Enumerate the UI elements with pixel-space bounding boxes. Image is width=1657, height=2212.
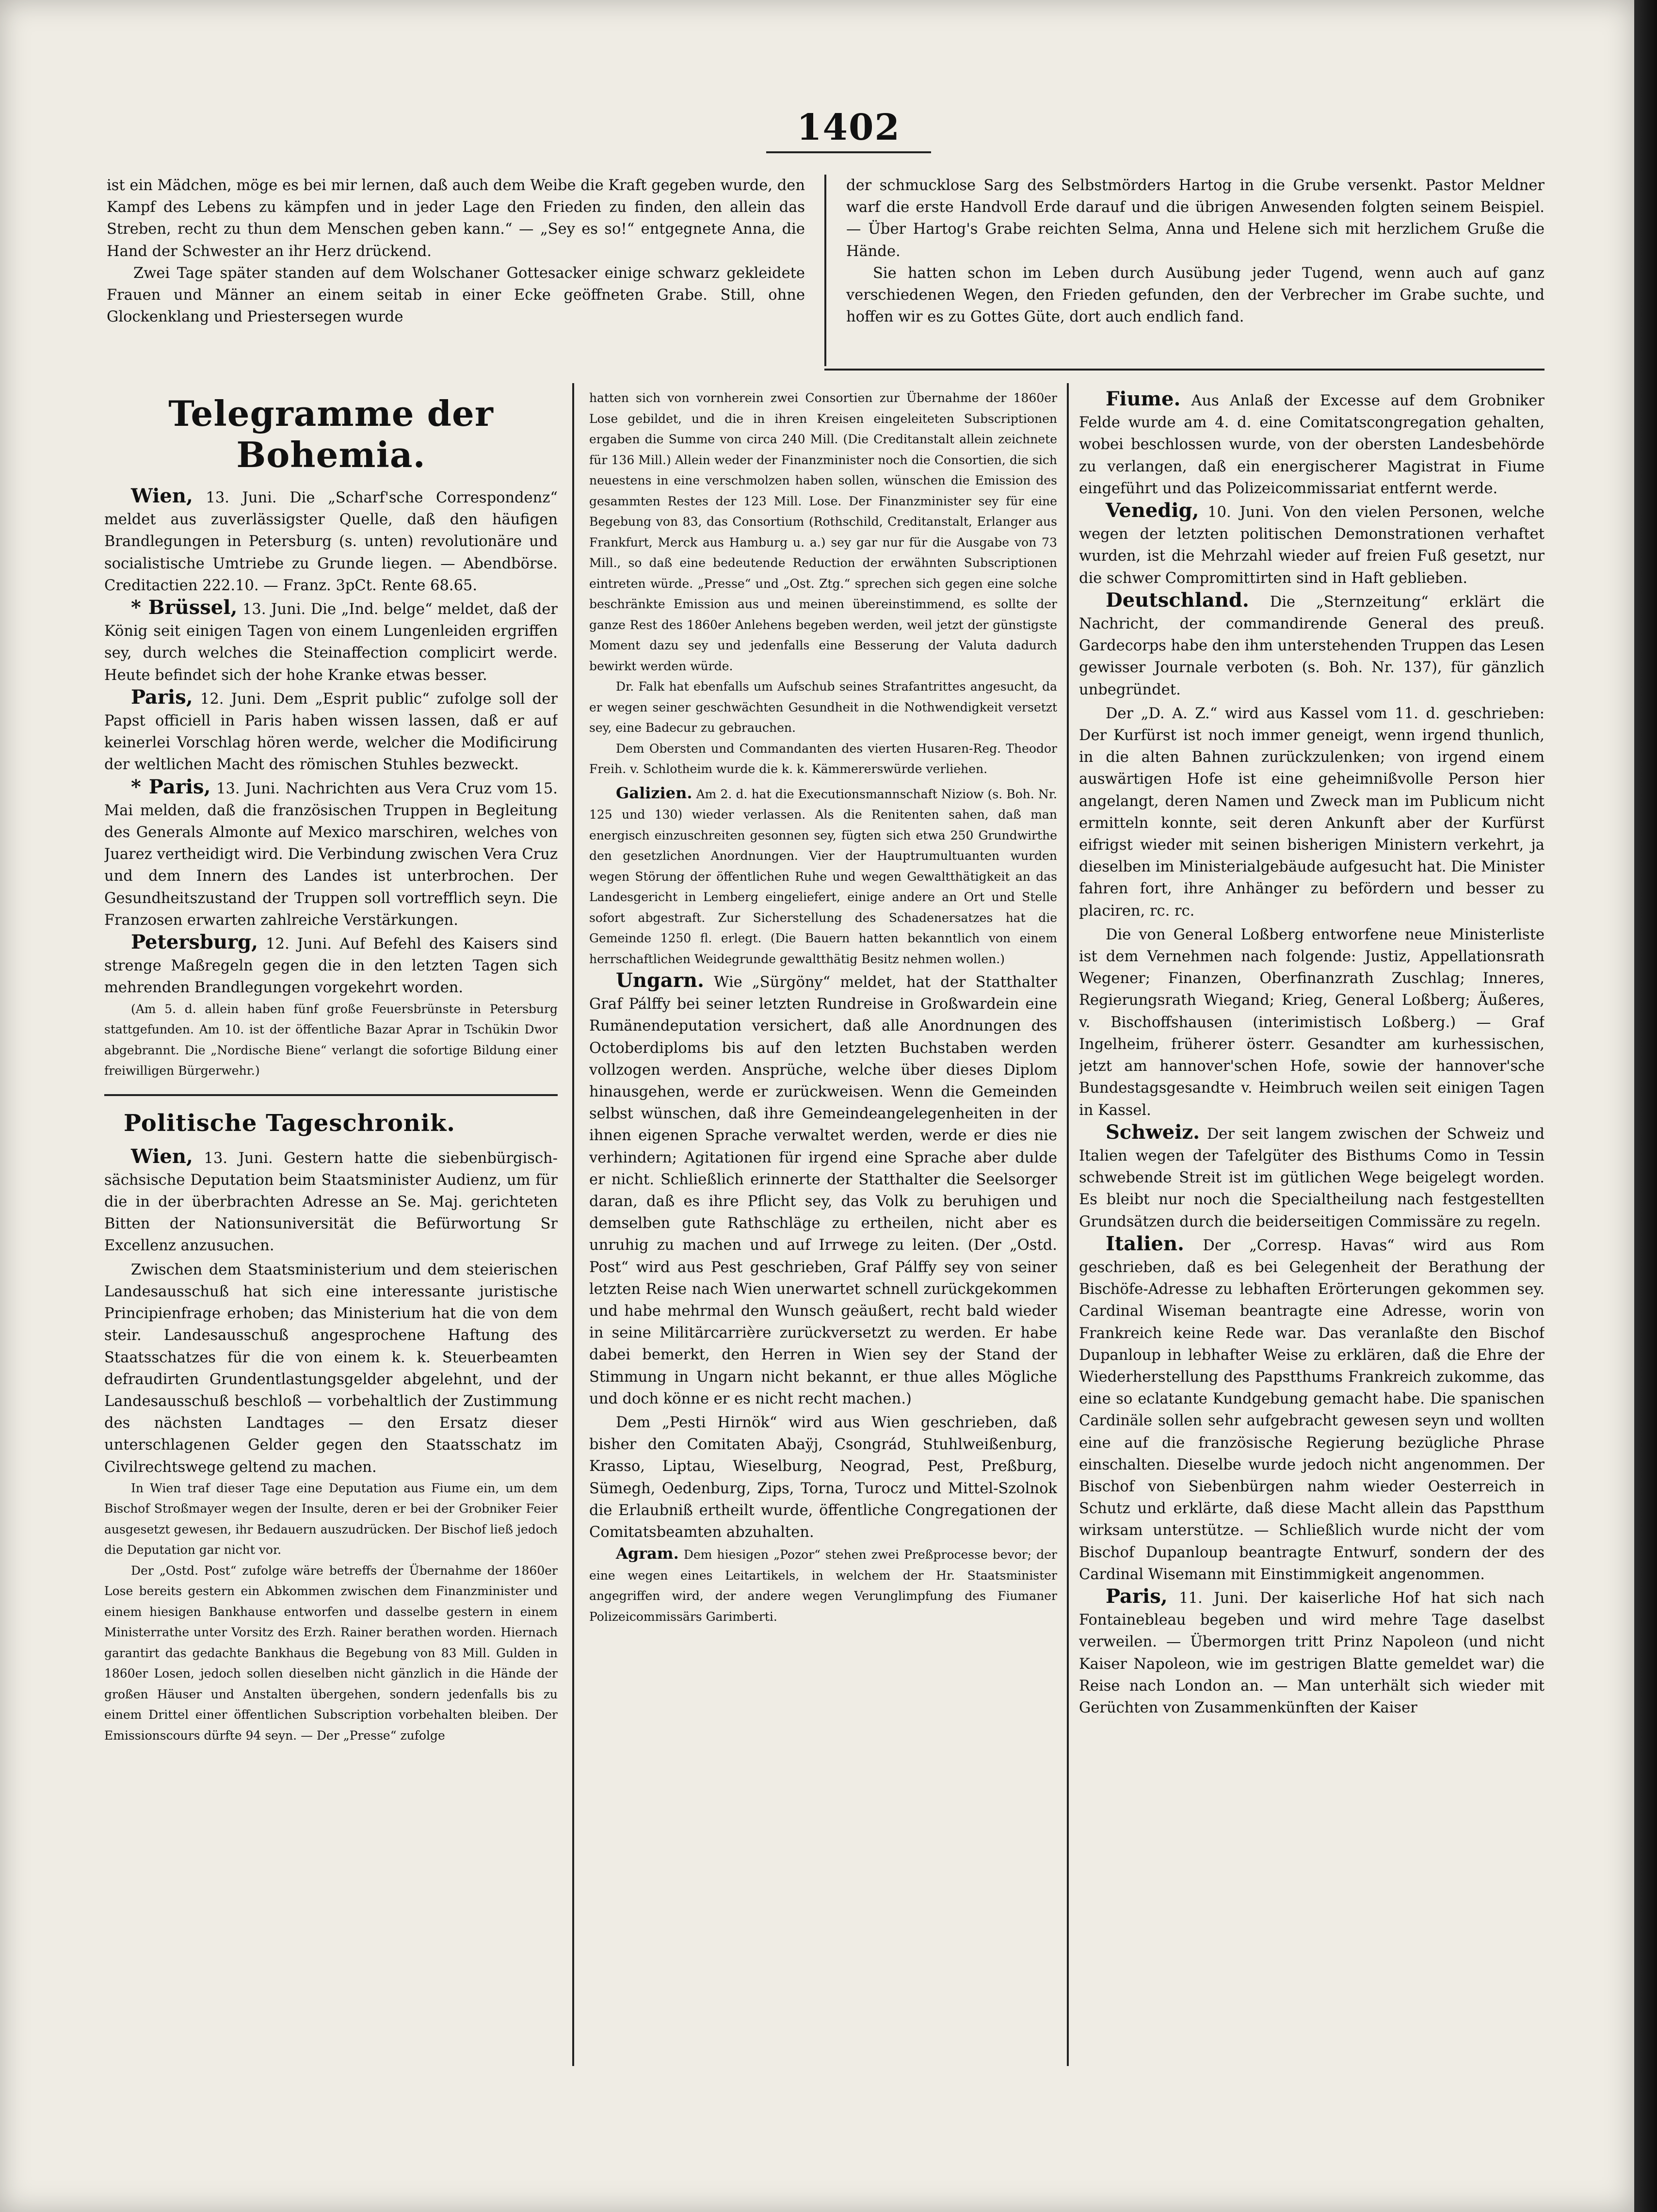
news-paragraph	[1079, 589, 1544, 701]
dateline: Schweiz.	[1106, 1120, 1200, 1144]
chronik-paragraph	[104, 1146, 558, 1257]
agram-section	[589, 1543, 1057, 1627]
telegram-text: 12. Juni. Dem „Esprit public“ zufolge soll der Papst officiell in Paris haben wissen lassen, daß er auf keinerlei Vorschlag hören werde, welcher die Modificirung der weltlichen Macht des römischen Stuhles bezweckt.	[104, 690, 558, 774]
paragraph-text: Zwischen dem Staatsministerium und dem steierischen Landesausschuß hat sich eine interessante juristische Principienfrage erhoben; das Ministerium hat die von dem steir. Landesausschuß angesprochene Haftung des Staatsschatzes für die von einem k. k. Steuerbeamten defraudirten Grundentlastungsgelder abgelehnt, und der Landesausschuß beschloß — vorbehaltlich der Zustimmung des nächsten Landtages — den Ersatz dieser unterschlagenen Gelder gegen den Staatsschatz im Civilrechtswege geltend zu machen.	[104, 1261, 558, 1476]
paragraph	[589, 1410, 1057, 1543]
paragraph-text: 11. Juni. Der kaiserliche Hof hat sich nach Fontainebleau begeben und wird mehre Tage daselbst verweilen. — Übermorgen tritt Prinz Napoleon (und nicht Kaiser Napoleon, wie im gestrigen Blatte gemeldet war) die Reise nach London an. — Man unterhält sich wieder mit Gerüchten von Zusammenkünften der Kaiser	[1079, 1589, 1544, 1716]
telegram-item	[104, 686, 558, 776]
small-paragraph	[589, 1543, 1057, 1627]
paragraph-text: Der „Corresp. Havas“ wird aus Rom geschrieben, daß es bei Gelegenheit der Berathung der Bischöfe-Adresse zu lebhaften Erörterungen gekommen sey. Cardinal Wiseman beantragte eine Adresse, worin von Frankreich keine Rede war. Das veranlaßte den Bischof Dupanloup in lebhafter Weise zu erklären, daß die Ehre der Wiederherstellung des Papstthums Frankreich zukomme, das eine so eclatante Kundgebung gemacht habe. Die spanischen Cardinäle sollen sehr aufgebracht gewesen seyn und wollten eine auf die französische Regierung bezügliche Phrase einschalten. Dieselbe wurde jedoch nicht angenommen. Der Bischof von Siebenbürgen nahm wieder Oesterreich in Schutz und erklärte, daß diese Macht allein das Papstthum wirksam unterstütze. — Schließlich wurde nicht der vom Bischof Dupanloup beantragte Entwurf, sondern der des Cardinal Wisemann mit Einstimmigkeit angenommen.	[1079, 1237, 1544, 1583]
column-divider	[824, 175, 826, 366]
telegramme-section	[104, 485, 558, 999]
paragraph-text: Am 2. d. hat die Executionsmannschaft Niziow (s. Boh. Nr. 125 und 130) wieder verlassen. Als die Renitenten sahen, daß man energisch einzuschreiten gesonnen sey, fügten sich etwa 250 Grundwirthe den gesetzlichen Anordnungen. Vier der Hauptrumultuanten wurden wegen Störung der öffentlichen Ruhe und wegen Gewaltthätigkeit an das Landesgericht in Lemberg eingeliefert, einige andere an Ort und Stelle sofort abgestraft. Zur Sicherstellung des Schadenersatzes hat die Gemeinde 1250 fl. erlegt. (Die Bauern hatten bekanntlich von einem herrschaftlichen Weidegrunde gewaltthätig Besitz nehmen wollen.)	[589, 787, 1057, 966]
story-paragraph: Zwei Tage später standen auf dem Wolschaner Gottesacker einige schwarz gekleidete Frauen und Männer an einem seitab in einer Ecke geöffneten Grabe. Still, ohne Glockenklang und Priestersegen wurde	[107, 264, 805, 326]
telegram-note	[104, 999, 558, 1082]
paragraph-text: Die „Sternzeitung“ erklärt die Nachricht, der commandirende General des preuß. Gardecorps habe den ihm unterstehenden Truppen das Lesen gewisser Journale verboten (s. Boh. Nr. 137), für gänzlich unbegründet.	[1079, 593, 1544, 698]
small-paragraph: In Wien traf dieser Tage eine Deputation aus Fiume ein, um dem Bischof Stroßmayer wegen der Insulte, deren er bei der Grobniker Feier ausgesetzt gewesen, ihr Bedauern auszudrücken. Der Bischof ließ jedoch die Deputation gar nicht vor.	[104, 1481, 558, 1557]
telegram-text: 13. Juni. Nachrichten aus Vera Cruz vom 15. Mai melden, daß die französischen Truppen in Begleitung des Generals Almonte auf Mexico marschiren, welches von Juarez vertheidigt wird. Die Verbindung zwischen Vera Cruz und dem Innern des Landes ist unterbrochen. Der Gesundheitszustand der Truppen soll vortrefflich seyn. Die Franzosen erwarten zahlreiche Verstärkungen.	[104, 780, 558, 929]
dateline: Galizien.	[616, 783, 692, 802]
scan-edge	[1634, 0, 1657, 2212]
small-paragraph	[589, 783, 1057, 970]
telegram-item	[104, 597, 558, 686]
dateline: Wien,	[131, 1145, 193, 1168]
story-paragraph: ist ein Mädchen, möge es bei mir lernen, daß auch dem Weibe die Kraft gegeben wurde, den Kampf des Lebens zu kämpfen und in jeder Lage den Frieden zu finden, den allein das Streben, recht zu thun dem Menschen geben kann.“ — „Sey es so!“ entgegnete Anna, die Hand der Schwester an ihr Herz drückend.	[107, 177, 805, 260]
paragraph-text: 10. Juni. Von den vielen Personen, welche wegen der letzten politischen Demonstrationen verhaftet wurden, ist die Mehrzahl wieder auf freien Fuß gesetzt, nur die schwer Compromittirten sind in Haft geblieben.	[1079, 504, 1544, 587]
column-divider	[1067, 383, 1069, 2066]
dateline: Fiume.	[1106, 388, 1181, 410]
telegramme-heading: Telegramme der Bohemia.	[168, 393, 494, 475]
story-paragraph: Sie hatten schon im Leben durch Ausübung jeder Tugend, wenn auch auf ganz verschiedenen Wegen, den Frieden gefunden, den der Verbrecher im Grabe suchte, und hoffen wir es zu Gottes Güte, dort auch endlich fand.	[846, 264, 1544, 326]
page-number-underline	[766, 151, 931, 153]
section-rule	[104, 1094, 558, 1096]
galizien-section	[589, 783, 1057, 970]
news-paragraph	[1079, 500, 1544, 589]
paragraph-text: Der „D. A. Z.“ wird aus Kassel vom 11. d. geschrieben: Der Kurfürst ist noch immer geneigt, wenn irgend thunlich, in die alten Bahnen zurückzulenken; von irgend einem auswärtigen Hofe ist eine geheimnißvolle Person hier angelangt, deren Namen und Zweck man im Publicum nicht ermitteln konnte, seit deren Ankunft aber der Kurfürst eifrigst wieder mit seinen bisherigen Ministern verkehrt, ja dieselben im Ministerialgebäude aufgesucht hat. Die Minister fahren fort, ihre Anhänger zu befördern und besser zu placiren, rc. rc.	[1079, 705, 1544, 920]
chronik-small-notes	[104, 1478, 558, 1746]
paragraph-text: Dem „Pesti Hirnök“ wird aus Wien geschrieben, daß bisher den Comitaten Abaÿj, Csongrád, Stuhlweißenburg, Krasso, Liptau, Wieselburg, Neograd, Pest, Preßburg, Sümegh, Oedenburg, Zips, Torna, Turocz und Mittel-Szolnok die Erlaubniß ertheilt wurde, öffentliche Congregationen der Comitatsbeamten abzuhalten.	[589, 1414, 1057, 1541]
column-divider	[572, 383, 574, 2066]
dateline: Wien,	[131, 484, 193, 507]
ungarn-section	[589, 969, 1057, 1543]
news-paragraph	[1079, 388, 1544, 500]
telegram-item	[104, 776, 558, 931]
column-2	[589, 388, 1057, 2066]
news-paragraph	[1079, 1585, 1544, 1719]
chronik-heading: Politische Tageschronik.	[124, 1109, 455, 1137]
small-paragraph: hatten sich von vornherein zwei Consortien zur Übernahme der 1860er Lose gebildet, und die in ihren Kreisen eingeleiteten Subscriptionen ergaben die Summe von circa 240 Mill. (Die Creditanstalt allein zeichnete für 136 Mill.) Allein weder der Finanzminister noch die Consortien, die sich neuestens in eine verschmolzen haben sollen, wünschen die Emission des gesammten Restes der 123 Mill. Lose. Der Finanzminister sey für eine Begebung von 83, das Consortium (Rothschild, Creditanstalt, Erlanger aus Frankfurt, Merck aus Hamburg u. a.) sey gar nur für die Ausgabe von 73 Mill., so daß eine bedeutende Reduction der erwähnten Subscriptionen eintreten würde. „Presse“ und „Ost. Ztg.“ sprechen sich gegen eine solche beschränkte Emission aus und meinen übereinstimmend, es sollte der ganze Rest des 1860er Anlehens begeben werden, weil jetzt der günstigste Moment dazu sey und jedenfalls eine Besserung der Valuta dadurch bewirkt werden würde.	[589, 391, 1057, 673]
news-paragraph	[1079, 701, 1544, 922]
news-paragraph	[1079, 922, 1544, 1121]
story-continuation-left	[107, 175, 805, 359]
telegram-text: 12. Juni. Auf Befehl des Kaisers sind strenge Maßregeln gegen die in den letzten Tagen sich mehrenden Brandlegungen vorgekehrt worden.	[104, 936, 558, 997]
dateline: Paris,	[1106, 1584, 1168, 1608]
news-paragraph	[1079, 1233, 1544, 1585]
dateline: Italien.	[1106, 1232, 1184, 1255]
paragraph-text: 13. Juni. Gestern hatte die siebenbürgisch-sächsische Deputation beim Staatsminister Audienz, um für die in der überbrachten Adresse an Se. Maj. gerichteten Bitten der Nationsuniversität die Befürwortung Sr Excellenz anzusuchen.	[104, 1149, 558, 1255]
paragraph-text: Dem hiesigen „Pozor“ stehen zwei Preßprocesse bevor; der eine wegen eines Leitartikels, in welchem der Hr. Staatsminister angegriffen wird, der andere wegen Verunglimpfung des Fiumaner Polizeicommissärs Garimberti.	[589, 1548, 1057, 1624]
news-paragraph	[1079, 1121, 1544, 1233]
paragraph-text: Wie „Sürgöny“ meldet, hat der Statthalter Graf Pálffy bei seiner letzten Rundreise in Großwardein eine Rumänendeputation versichert, daß alle Anordnungen des Octoberdiploms bis auf den letzten Buchstaben werden vollzogen werden. Ansprüche, welche über dieses Diplom hinausgehen, werde er zurückweisen. Wenn die Gemeinden selbst wünschen, daß ihre Gemeindeangelegenheiten in der ihnen eigenen Sprache verwaltet werden, werde er dies nie verhindern; Agitationen für irgend eine Sprache aber dulde er nicht. Schließlich erinnerte der Statthalter die Seelsorger daran, daß es ihre Pflicht sey, das Volk zu beruhigen und demselben gute Rathschläge zu ertheilen, nicht aber es unruhig zu machen und auf Irrwege zu leiten. (Der „Ostd. Post“ wird aus Pest geschrieben, Graf Pálffy sey von seiner letzten Reise nach Wien unerwartet schnell zurückgekommen und habe mehrmal den Wunsch geäußert, recht bald wieder in seine Militärcarrière zurückversetzt zu werden. Er habe dabei bemerkt, den Herren in Wien sey der Stand der Stimmung in Ungarn nicht bekannt, er thue alles Mögliche und doch könne er es nicht recht machen.)	[589, 974, 1057, 1407]
telegram-text: 13. Juni. Die „Scharf'sche Correspondenz“ meldet aus zuverlässigster Quelle, daß den häufigen Brandlegungen in Petersburg (s. unten) revolutionäre und socialistische Umtriebe zu Grunde liegen. — Abendbörse. Creditactien 222.10. — Franz. 3pCt. Rente 68.65.	[104, 489, 558, 594]
paragraph-text: Der seit langem zwischen der Schweiz und Italien wegen der Tafelgüter des Bisthums Como in Tessin schwebende Streit ist im gütlichen Wege beigelegt worden. Es bleibt nur noch die Specialtheilung nach festgestellten Grundsätzen durch die beiderseitigen Commissäre zu regeln.	[1079, 1125, 1544, 1230]
dateline: Venedig,	[1106, 499, 1199, 522]
page-number: 1402	[797, 107, 901, 148]
telegram-item	[104, 485, 558, 597]
dateline: Paris,	[131, 685, 193, 709]
paragraph-text: Die von General Loßberg entworfene neue Ministerliste ist dem Vernehmen nach folgende: Justiz, Appellationsrath Wegener; Finanzen, Oberfinanzrath Zuschlag; Inneres, Regierungsrath Wiegand; Krieg, General Loßberg; Äußeres, v. Bischoffshausen (interimistisch Loßberg.) — Graf Ingelheim, früherer österr. Gesandter am kurhessischen, jetzt am hannover'schen Hofe, sowie der hannover'sche Bundestagsgesandte v. Heimbruch weilen seit einigen Tagen in Kassel.	[1079, 926, 1544, 1119]
small-paragraph: Dr. Falk hat ebenfalls um Aufschub seines Strafantrittes angesucht, da er wegen seiner geschwächten Gesundheit in die Nothwendigkeit versetzt sey, eine Badecur zu gebrauchen.	[589, 679, 1057, 735]
dateline: Petersburg,	[131, 931, 258, 954]
column-3	[1079, 388, 1544, 2066]
note-text: (Am 5. d. allein haben fünf große Feuersbrünste in Petersburg stattgefunden. Am 10. ist der öffentliche Bazar Aprar in Tschükin Dwor abgebrannt. Die „Nordische Biene“ verlangt die sofortige Bildung einer freiwilligen Bürgerwehr.)	[104, 1001, 558, 1078]
col2-notes	[589, 388, 1057, 780]
dateline: * Paris,	[131, 775, 211, 798]
dateline: Deutschland.	[1106, 588, 1249, 612]
dateline: * Brüssel,	[131, 596, 238, 619]
dateline: Ungarn.	[616, 969, 704, 992]
small-paragraph: Der „Ostd. Post“ zufolge wäre betreffs der Übernahme der 1860er Lose bereits gestern ein Abkommen zwischen dem Finanzminister und einem hiesigen Bankhause entworfen und dasselbe gestern in einem Ministerrathe unter Vorsitz des Erzh. Rainer berathen worden. Hiernach garantirt das gedachte Bankhaus die Begebung von 83 Mill. Gulden in 1860er Losen, jedoch sollen dieselben nicht gänzlich in die Hände der großen Häuser und Anstalten übergehen, sondern jedenfalls bis zu einem Drittel einer öffentlichen Subscription vorbehalten bleiben. Der Emissionscours dürfte 94 seyn. — Der „Presse“ zufolge	[104, 1563, 558, 1743]
paragraph	[589, 969, 1057, 1410]
telegram-text: 13. Juni. Die „Ind. belge“ meldet, daß der König seit einigen Tagen von einem Lungenleiden ergriffen sey, durch welches die Steinaffection complicirt werde. Heute befindet sich der hohe Kranke etwas besser.	[104, 601, 558, 684]
column-1	[104, 388, 558, 2066]
section-rule	[824, 369, 1544, 371]
story-continuation-right	[846, 175, 1544, 359]
chronik-section	[104, 1146, 558, 1478]
small-paragraph: Dem Obersten und Commandanten des vierten Husaren-Reg. Theodor Freih. v. Schlotheim wurde die k. k. Kämmererswürde verliehen.	[589, 741, 1057, 776]
dateline: Agram.	[616, 1544, 679, 1563]
chronik-paragraph	[104, 1257, 558, 1478]
telegram-item	[104, 931, 558, 999]
paragraph-text: Aus Anlaß der Excesse auf dem Grobniker Felde wurde am 4. d. eine Comitatscongregation gehalten, wobei beschlossen wurde, von der obersten Landesbehörde zu verlangen, daß ein energischerer Magistrat in Fiume eingeführt und das Polizeicommissariat entfernt werde.	[1079, 392, 1544, 497]
story-paragraph: der schmucklose Sarg des Selbstmörders Hartog in die Grube versenkt. Pastor Meldner warf die erste Handvoll Erde darauf und die übrigen Anwesenden folgten seinem Beispiel. — Über Hartog's Grabe reichten Selma, Anna und Helene sich mit herzlichem Gruße die Hände.	[846, 177, 1544, 260]
